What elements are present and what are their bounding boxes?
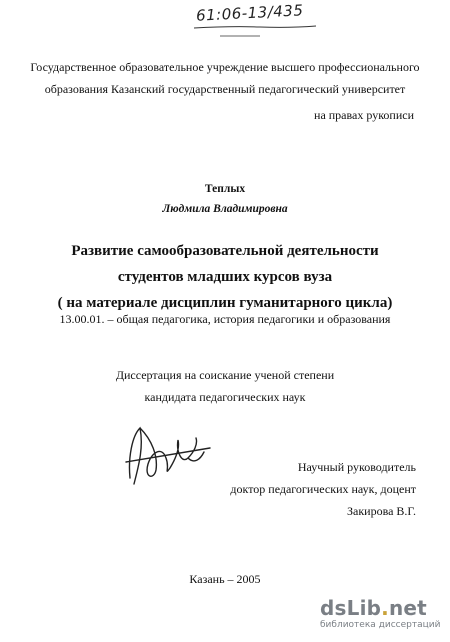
city-year: Казань – 2005 <box>189 572 261 586</box>
handwritten-underline <box>190 24 320 38</box>
specialty-code: 13.00.01. – общая педагогика, история педагогики и образования <box>59 312 391 326</box>
author-name: Людмила Владимировна <box>162 203 288 215</box>
dissertation-title <box>0 238 450 316</box>
degree-statement <box>0 364 450 408</box>
institution-line-1: Государственное образовательное учреждение высшего профессионального <box>30 60 420 74</box>
supervisor-degree: доктор педагогических наук, доцент <box>230 482 416 496</box>
institution-name <box>0 56 450 100</box>
supervisor-role: Научный руководитель <box>297 460 416 474</box>
degree-line-1: Диссертация на соискание ученой степени <box>115 368 335 382</box>
dslib-watermark[interactable] <box>320 596 440 636</box>
dslib-logo <box>320 596 427 620</box>
handwritten-catalog-code: 61:06-13/435 <box>195 1 304 25</box>
supervisor-name: Закирова В.Г. <box>346 504 416 518</box>
degree-line-2: кандидата педагогических наук <box>144 390 306 404</box>
dslib-tagline: библиотека диссертаций <box>320 620 441 630</box>
logo-dot: . <box>381 596 389 620</box>
title-line-2: студентов младших курсов вуза <box>117 269 333 285</box>
title-line-1: Развитие самообразовательной деятельности <box>71 243 379 259</box>
handwritten-signature <box>118 418 218 490</box>
author-surname: Теплых <box>204 183 246 195</box>
logo-main: dsLib <box>320 596 382 620</box>
logo-tld: net <box>388 596 427 620</box>
manuscript-rights-note: на правах рукописи <box>314 108 414 122</box>
institution-line-2: образования Казанский государственный педагогический университет <box>44 82 406 96</box>
title-line-3: ( на материале дисциплин гуманитарного цикла) <box>57 295 393 311</box>
supervisor-block <box>230 456 416 522</box>
